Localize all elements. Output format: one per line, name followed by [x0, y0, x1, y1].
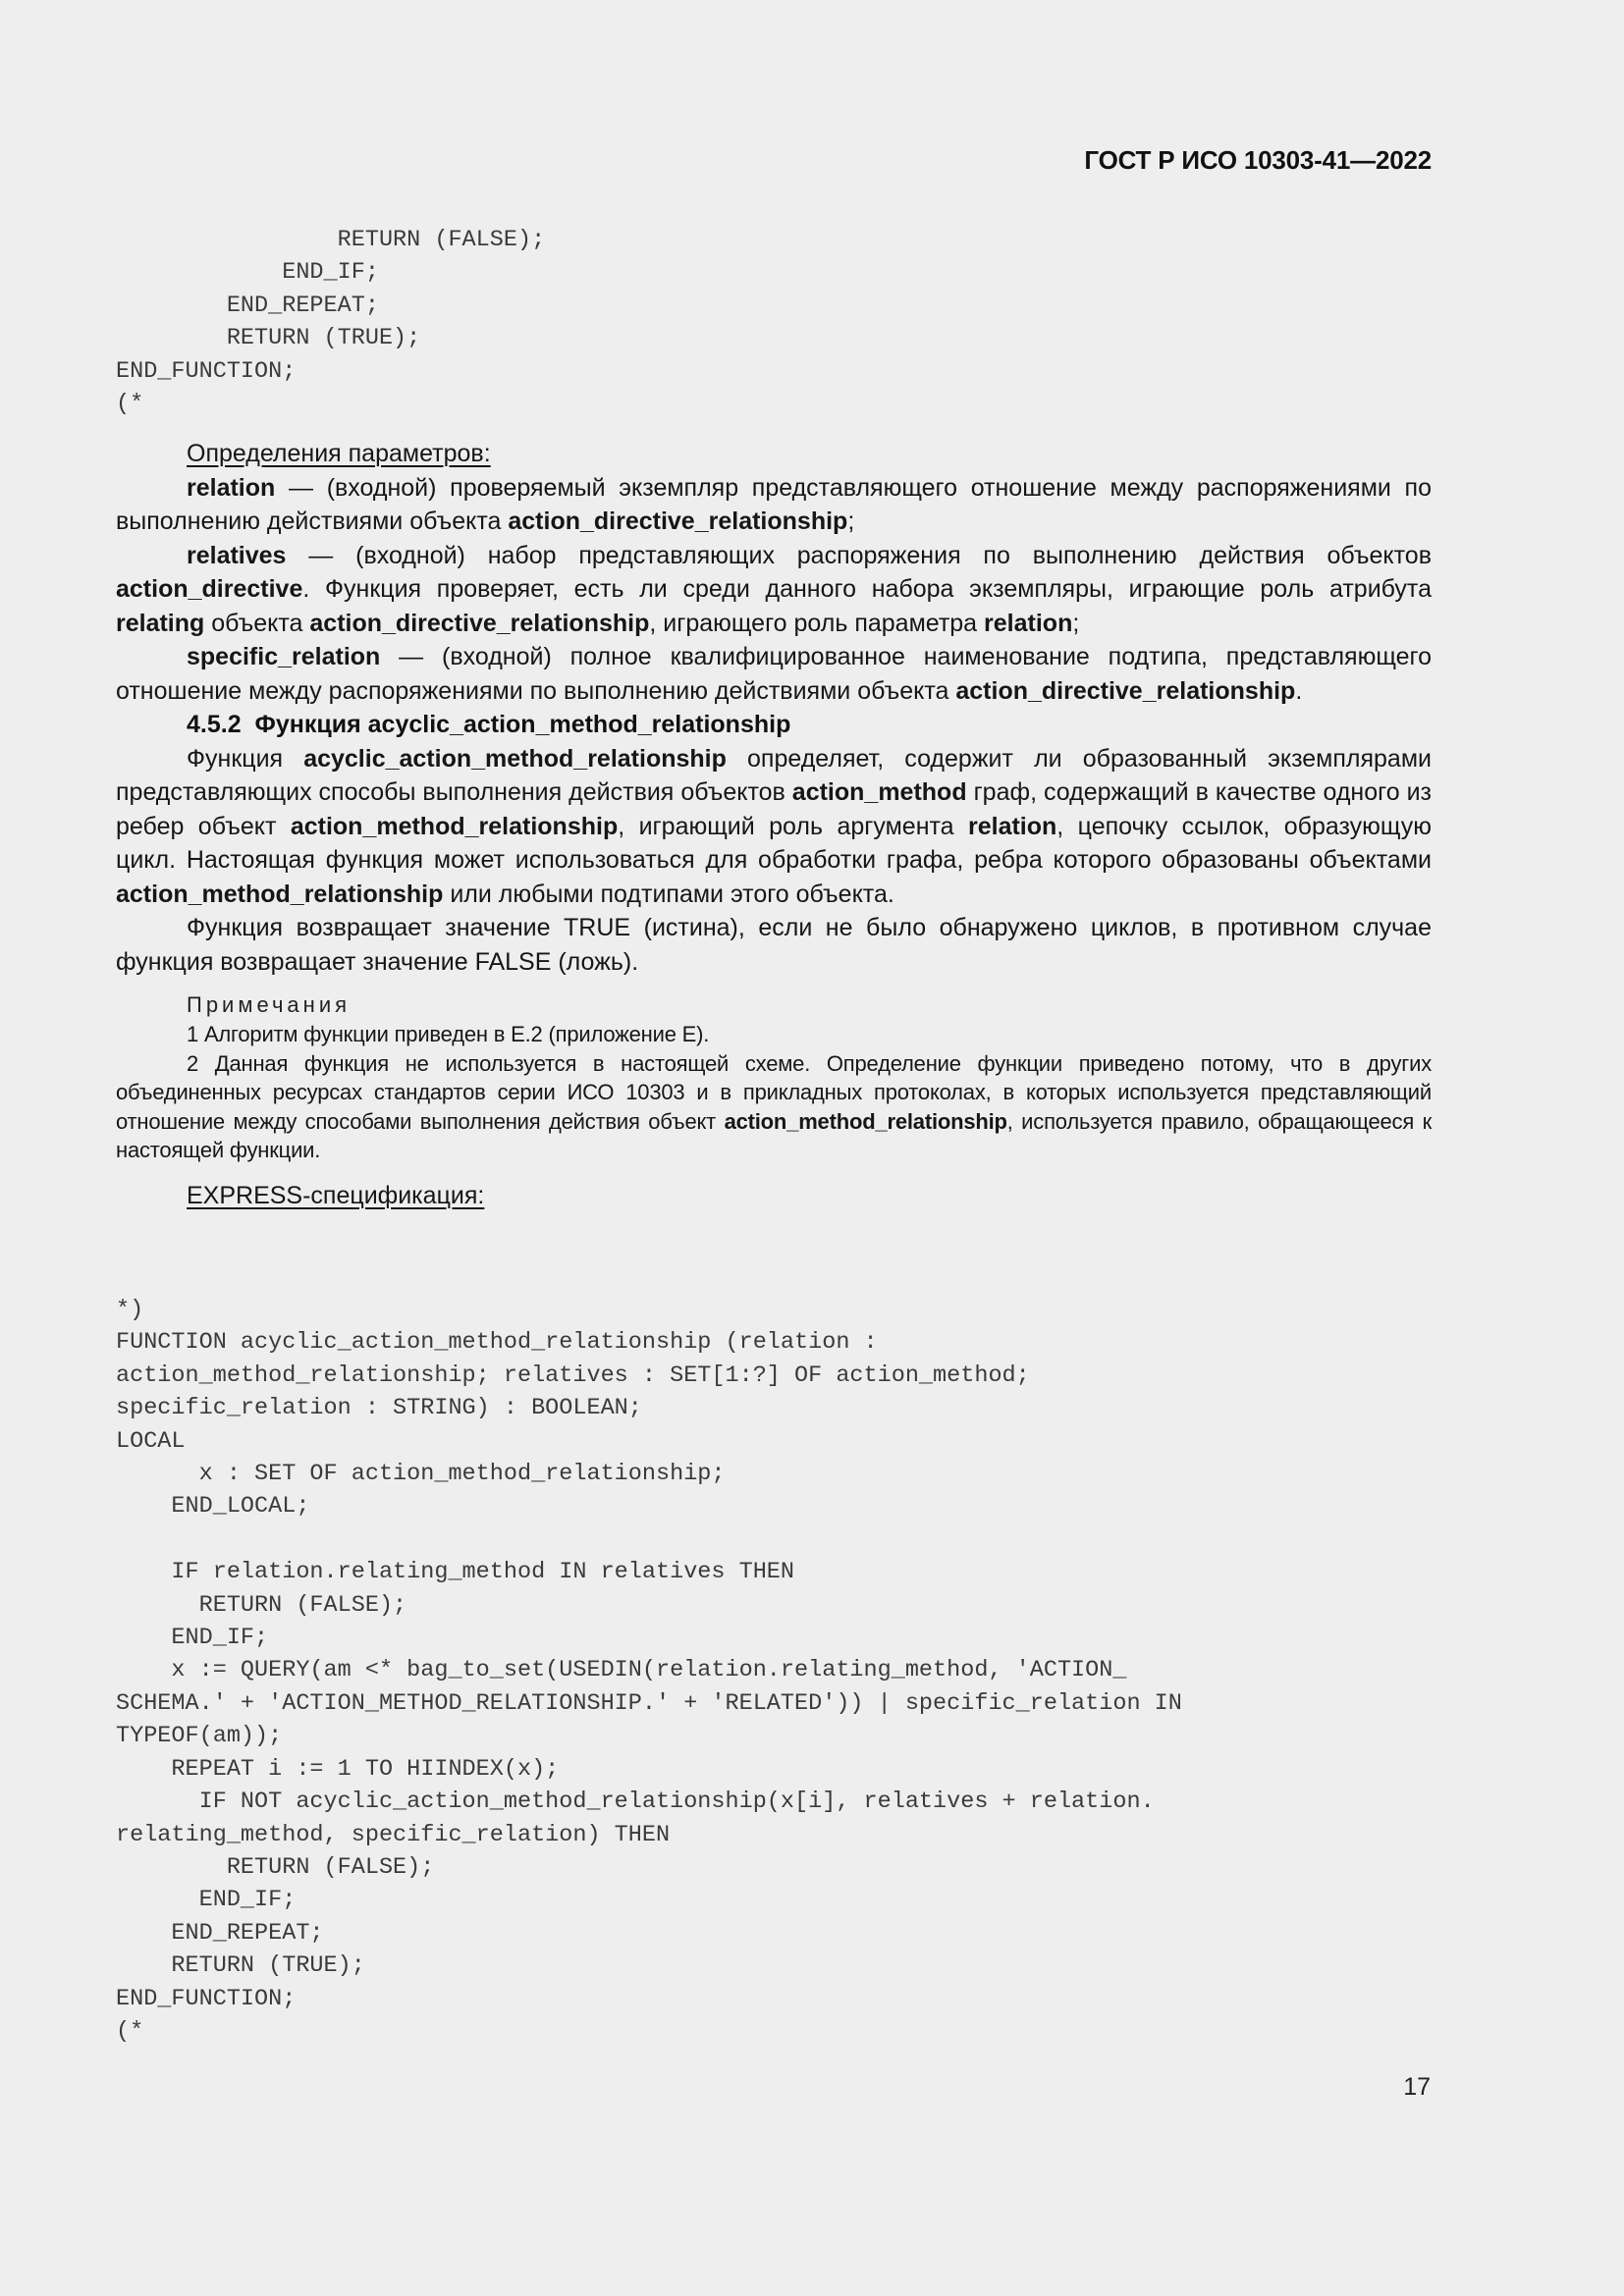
section-heading: 4.5.2 Функция acyclic_action_method_relationship: [187, 711, 791, 738]
code-line: (*: [116, 391, 144, 418]
code-line: REPEAT i := 1 TO HIINDEX(x);: [116, 1755, 560, 1783]
parameters-title: Определения параметров:: [187, 440, 491, 467]
param-specific-relation: specific_relation — (входной) полное квалифицированное наименование подтипа, представляющего отношение между распоряжениями по выполнению действиями объекта action_directive_relationship.: [116, 643, 1432, 705]
code-line: x := QUERY(am <* bag_to_set(USEDIN(relation.relating_method, 'ACTION_: [116, 1657, 1127, 1684]
code-line: LOCAL: [116, 1427, 186, 1455]
code-line: FUNCTION acyclic_action_method_relationship (relation :: [116, 1329, 878, 1357]
code-line: RETURN (FALSE);: [116, 1591, 407, 1619]
code-line: END_FUNCTION;: [116, 1985, 297, 2012]
param-term: relatives: [187, 541, 287, 569]
code-line: END_FUNCTION;: [116, 357, 297, 385]
param-term: specific_relation: [187, 643, 381, 670]
notes-title: Примечания: [187, 992, 352, 1017]
code-line: RETURN (FALSE);: [116, 227, 546, 253]
express-code-block: [116, 1294, 1432, 2048]
code-line: END_IF;: [116, 1887, 297, 1914]
note-1: 1 Алгоритм функции приведен в Е.2 (приложение Е).: [187, 1022, 710, 1046]
param-relatives: relatives — (входной) набор представляющих распоряжения по выполнению действия объектов action_directive. Функция проверяет, есть ли среди данного набора экземпляры, играющие роль атрибута relating объекта action_directive_relationship, играющего роль параметра relation;: [116, 541, 1432, 637]
code-line: *): [116, 1297, 144, 1323]
code-line: [116, 1523, 1432, 1556]
section-paragraph-2: Функция возвращает значение TRUE (истина), если не было обнаружено циклов, в противном случае функция возвращает значение FALSE (ложь).: [116, 914, 1432, 976]
express-title: EXPRESS-спецификация:: [187, 1181, 485, 1209]
code-line: RETURN (TRUE);: [116, 1952, 365, 1980]
code-line: IF NOT acyclic_action_method_relationship(x[i], relatives + relation.: [116, 1789, 1155, 1816]
code-line: TYPEOF(am));: [116, 1723, 283, 1750]
code-block-top: [116, 224, 1432, 420]
code-line: END_LOCAL;: [116, 1493, 310, 1521]
code-line: SCHEMA.' + 'ACTION_METHOD_RELATIONSHIP.' + 'RELATED')) | specific_relation IN: [116, 1689, 1182, 1717]
document-header: ГОСТ Р ИСО 10303-41—2022: [1084, 145, 1432, 175]
note-2: 2 Данная функция не используется в настоящей схеме. Определение функции приведено потому, что в других объединенных ресурсах стандартов серии ИСО 10303 и в прикладных протоколах, в которых используется представляющий отношение между способами выполнения действия объект action_method_relationship, используется правило, обращающееся к настоящей функции.: [116, 1050, 1432, 1162]
code-line: RETURN (TRUE);: [116, 325, 421, 352]
page-number: 17: [1403, 2073, 1431, 2101]
code-line: relating_method, specific_relation) THEN: [116, 1821, 671, 1848]
code-line: IF relation.relating_method IN relatives THEN: [116, 1559, 795, 1586]
param-term: relation: [187, 473, 276, 502]
param-relation: relation — (входной) проверяемый экземпляр представляющего отношение между распоряжениями по выполнению действиями объекта action_directive_relationship;: [116, 473, 1432, 535]
code-line: END_REPEAT;: [116, 292, 379, 319]
section-paragraph-1: Функция acyclic_action_method_relationship определяет, содержит ли образованный экземплярами представляющих способы выполнения действия объектов action_method граф, содержащий в качестве одного из ребер объект action_method_relationship, играющий роль аргумента relation, цепочку ссылок, образующую цикл. Настоящая функция может использоваться для обработки графа, ребра которого образованы объектами action_method_relationship или любыми подтипами этого объекта.: [116, 744, 1433, 908]
parameter-definitions: [116, 437, 1432, 1212]
code-line: x : SET OF action_method_relationship;: [116, 1461, 726, 1488]
code-line: END_IF;: [116, 259, 379, 287]
code-line: RETURN (FALSE);: [116, 1853, 435, 1881]
code-line: action_method_relationship; relatives : SET[1:?] OF action_method;: [116, 1362, 1030, 1389]
code-line: specific_relation : STRING) : BOOLEAN;: [116, 1395, 642, 1422]
code-line: END_IF;: [116, 1625, 269, 1652]
code-line: (*: [116, 2017, 144, 2045]
code-line: END_REPEAT;: [116, 1919, 324, 1947]
